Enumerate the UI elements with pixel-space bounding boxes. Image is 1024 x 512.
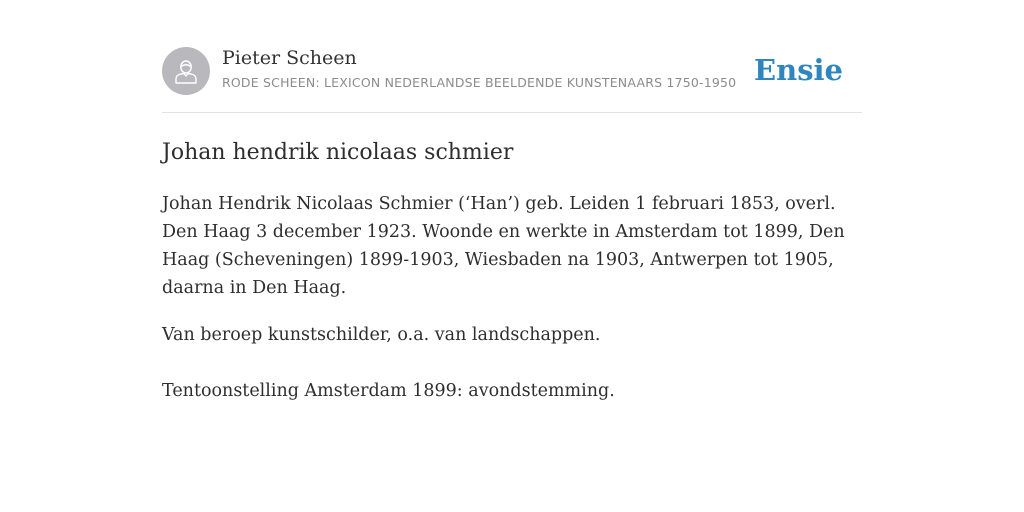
- avatar[interactable]: [162, 47, 210, 95]
- page-title: Johan hendrik nicolaas schmier: [162, 140, 514, 165]
- source-label[interactable]: RODE SCHEEN: LEXICON NEDERLANDSE BEELDENDE KUNSTENAARS 1750-1950: [222, 75, 737, 90]
- article-paragraph-1: Johan Hendrik Nicolaas Schmier (‘Han’) geb. Leiden 1 februari 1853, overl. Den Haag 3 december 1923. Woonde en werkte in Amsterdam tot 1899, Den Haag (Scheveningen) 1899-1903, Wiesbaden na 1903, Antwerpen tot 1905, daarna in Den Haag.: [162, 194, 845, 298]
- user-icon: [172, 57, 200, 85]
- author-name[interactable]: Pieter Scheen: [222, 47, 357, 69]
- article-card: [162, 0, 862, 401]
- ensie-logo[interactable]: Ensie: [754, 53, 843, 87]
- article-header: [162, 0, 862, 113]
- article-paragraph-2: Van beroep kunstschilder, o.a. van landschappen.: [162, 325, 601, 345]
- article-paragraph-3: Tentoonstelling Amsterdam 1899: avondstemming.: [162, 381, 615, 401]
